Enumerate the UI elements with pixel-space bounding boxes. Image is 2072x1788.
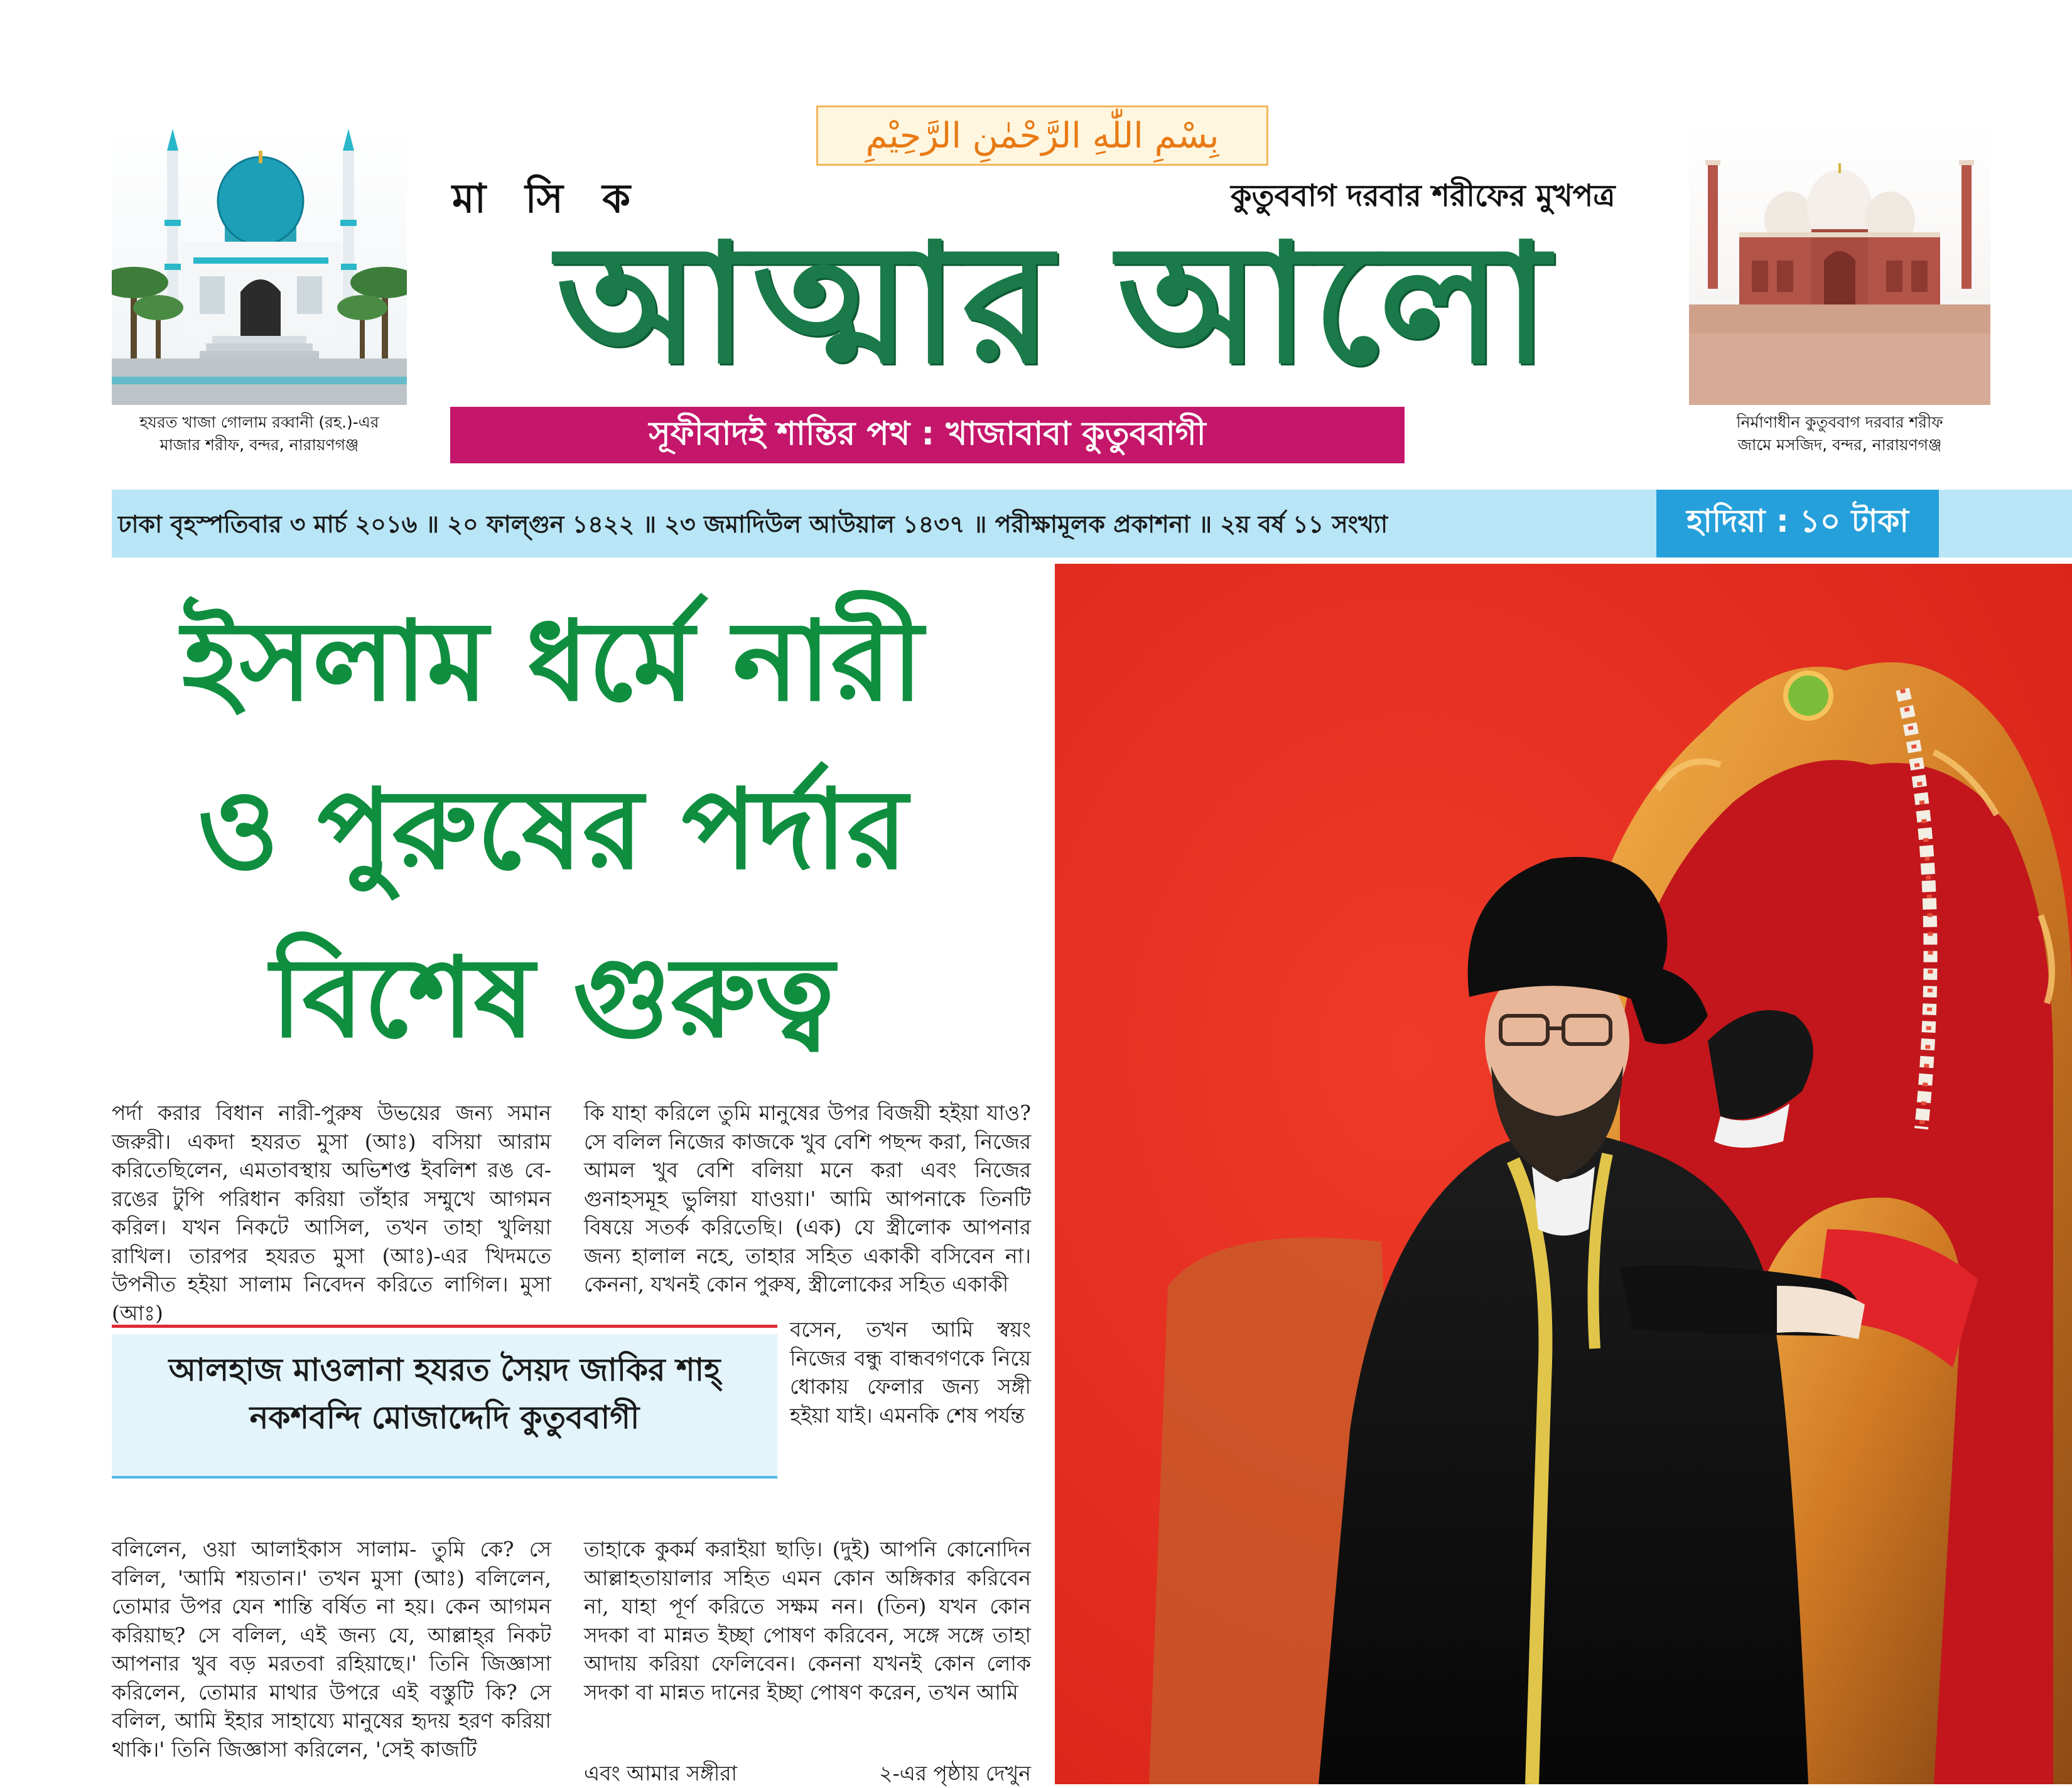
author-byline-box (112, 1334, 777, 1478)
author-rule (112, 1325, 777, 1328)
headline-line3: বিশেষ গুরুত্ব (271, 934, 834, 1062)
mouthpiece-label: কুতুববাগ দরবার শরীফের মুখপত্র (1231, 178, 1616, 213)
author-name-line2: নকশবন্দি মোজাদ্দেদি কুতুববাগী (249, 1399, 640, 1436)
slogan-text: সূফীবাদই শান্তির পথ : খাজাবাবা কুতুববাগী (649, 414, 1206, 453)
article-col2-narrow: বসেন, তখন আমি স্বয়ং নিজের বন্ধু বান্ধবগণকে নিয়ে ধোকায় ফেলার জন্য সঙ্গী হইয়া যাই। এমনকি শেষ পর্যন্ত (790, 1317, 1031, 1428)
article-last-line (584, 1759, 1031, 1788)
price-text: হাদিয়া : ১০ টাকা (1686, 502, 1909, 539)
headline-line2: ও পুরুষের পর্দার (197, 765, 908, 894)
headline-line1: ইসলাম ধর্মে নারী (181, 597, 924, 726)
left-caption-line1: হযরত খাজা গোলাম রব্বানী (রহ.)-এর (139, 413, 379, 431)
article-col1-top: পর্দা করার বিধান নারী-পুরুষ উভয়ের জন্য সমান জরুরী। একদা হযরত মুসা (আঃ) বসিয়া আরাম করিতেছিলেন, এমতাবস্থায় অভিশপ্ত ইবলিশ রঙ বে-রঙের টুপি পরিধান করিয়া তাঁহার সম্মুখে আগমন করিল। যখন নিকটে আসিল, তখন তাহা খুলিয়া রাখিল। তারপর হযরত মুসা (আঃ)-এর খিদমতে উপনীত হইয়া সালাম নিবেদন করিতে লাগিল। মুসা (আঃ) (112, 1101, 551, 1325)
article-col2-last: এবং আমার সঙ্গীরা (584, 1761, 738, 1785)
right-caption-line1: নির্মাণাধীন কুতুববাগ দরবার শরীফ (1736, 413, 1943, 431)
issue-date-line: ঢাকা বৃহস্পতিবার ৩ মার্চ ২০১৬ ॥ ২০ ফাল্গুন ১৪২২ ॥ ২৩ জমাদিউল আউয়াল ১৪৩৭ ॥ পরীক্ষামূলক প্রকাশনা ॥ ২য় বর্ষ ১১ সংখ্যা (118, 510, 1388, 538)
main-headline (75, 578, 1030, 1082)
right-caption-line2: জামে মসজিদ, বন্দর, নারায়ণগঞ্জ (1737, 436, 1942, 454)
portrait-illustration (1055, 564, 2072, 1784)
masjid-photo (1689, 126, 1990, 405)
masjid-illustration (1689, 126, 1990, 405)
mazar-illustration (112, 126, 407, 405)
mazar-photo (112, 126, 407, 405)
continued-notice[interactable]: ২-এর পৃষ্ঠায় দেখুন (879, 1761, 1031, 1785)
main-portrait-photo (1055, 564, 2072, 1784)
left-caption-line2: মাজার শরীফ, বন্দর, নারায়ণগঞ্জ (159, 436, 359, 454)
monthly-label: মা সি ক (452, 176, 644, 222)
article-col2-bottom: তাহাকে কুকর্ম করাইয়া ছাড়ি। (দুই) আপনি কোনোদিন আল্লাহতায়ালার সহিত এমন কোন অঙ্গিকার করিবেন না, যাহা পূর্ণ করিতে সক্ষম নন। (তিন) যখন কোন সদকা বা মান্নত ইচ্ছা পোষণ করিবেন, সঙ্গে সঙ্গে তাহা আদায় করিয়া ফেলিবেন। কেননা যখনই কোন লোক সদকা বা মান্নত দানের ইচ্ছা পোষণ করেন, তখন আমি (584, 1537, 1031, 1705)
slogan-bar (450, 407, 1405, 463)
article-col2-top: কি যাহা করিলে তুমি মানুষের উপর বিজয়ী হইয়া যাও? সে বলিল নিজের কাজকে খুব বেশি পছন্দ করা, নিজের আমল খুব বেশি বলিয়া মনে করা এবং নিজের গুনাহসমূহ ভুলিয়া যাওয়া।' আমি আপনাকে তিনটি বিষয়ে সতর্ক করিতেছি। (এক) যে স্ত্রীলোক আপনার জন্য হালাল নহে, তাহার সহিত একাকী বসিবেন না। কেননা, যখনই কোন পুরুষ, স্ত্রীলোকের সহিত একাকী (584, 1101, 1031, 1296)
left-photo-caption (93, 411, 426, 456)
bismillah-text: بِسْمِ اللّٰهِ الرَّحْمٰنِ الرَّحِيْمِ (865, 115, 1219, 156)
bismillah-calligraphy (816, 105, 1268, 166)
right-photo-caption (1670, 411, 2009, 456)
price-badge (1656, 490, 1939, 557)
author-name-line1: আলহাজ মাওলানা হযরত সৈয়দ জাকির শাহ্ (168, 1351, 721, 1388)
article-col1-bottom: বলিলেন, ওয়া আলাইকাস সালাম- তুমি কে? সে বলিল, 'আমি শয়তান।' তখন মুসা (আঃ) বলিলেন, তোমার উপর যেন শান্তি বর্ষিত না হয়। কেন আগমন করিয়াছ? সে বলিল, এই জন্য যে, আল্লাহ্‌র নিকট আপনার খুব বড় মরতবা রহিয়াছে।' তিনি জিজ্ঞাসা করিলেন, তোমার মাথার উপরে এই বস্তুটি কি? সে বলিল, আমি ইহার সাহায্যে মানুষের হৃদয় হরণ করিয়া থাকি।' তিনি জিজ্ঞাসা করিলেন, 'সেই কাজটি (112, 1537, 551, 1762)
newspaper-title: আত্মার আলো (556, 208, 1553, 400)
